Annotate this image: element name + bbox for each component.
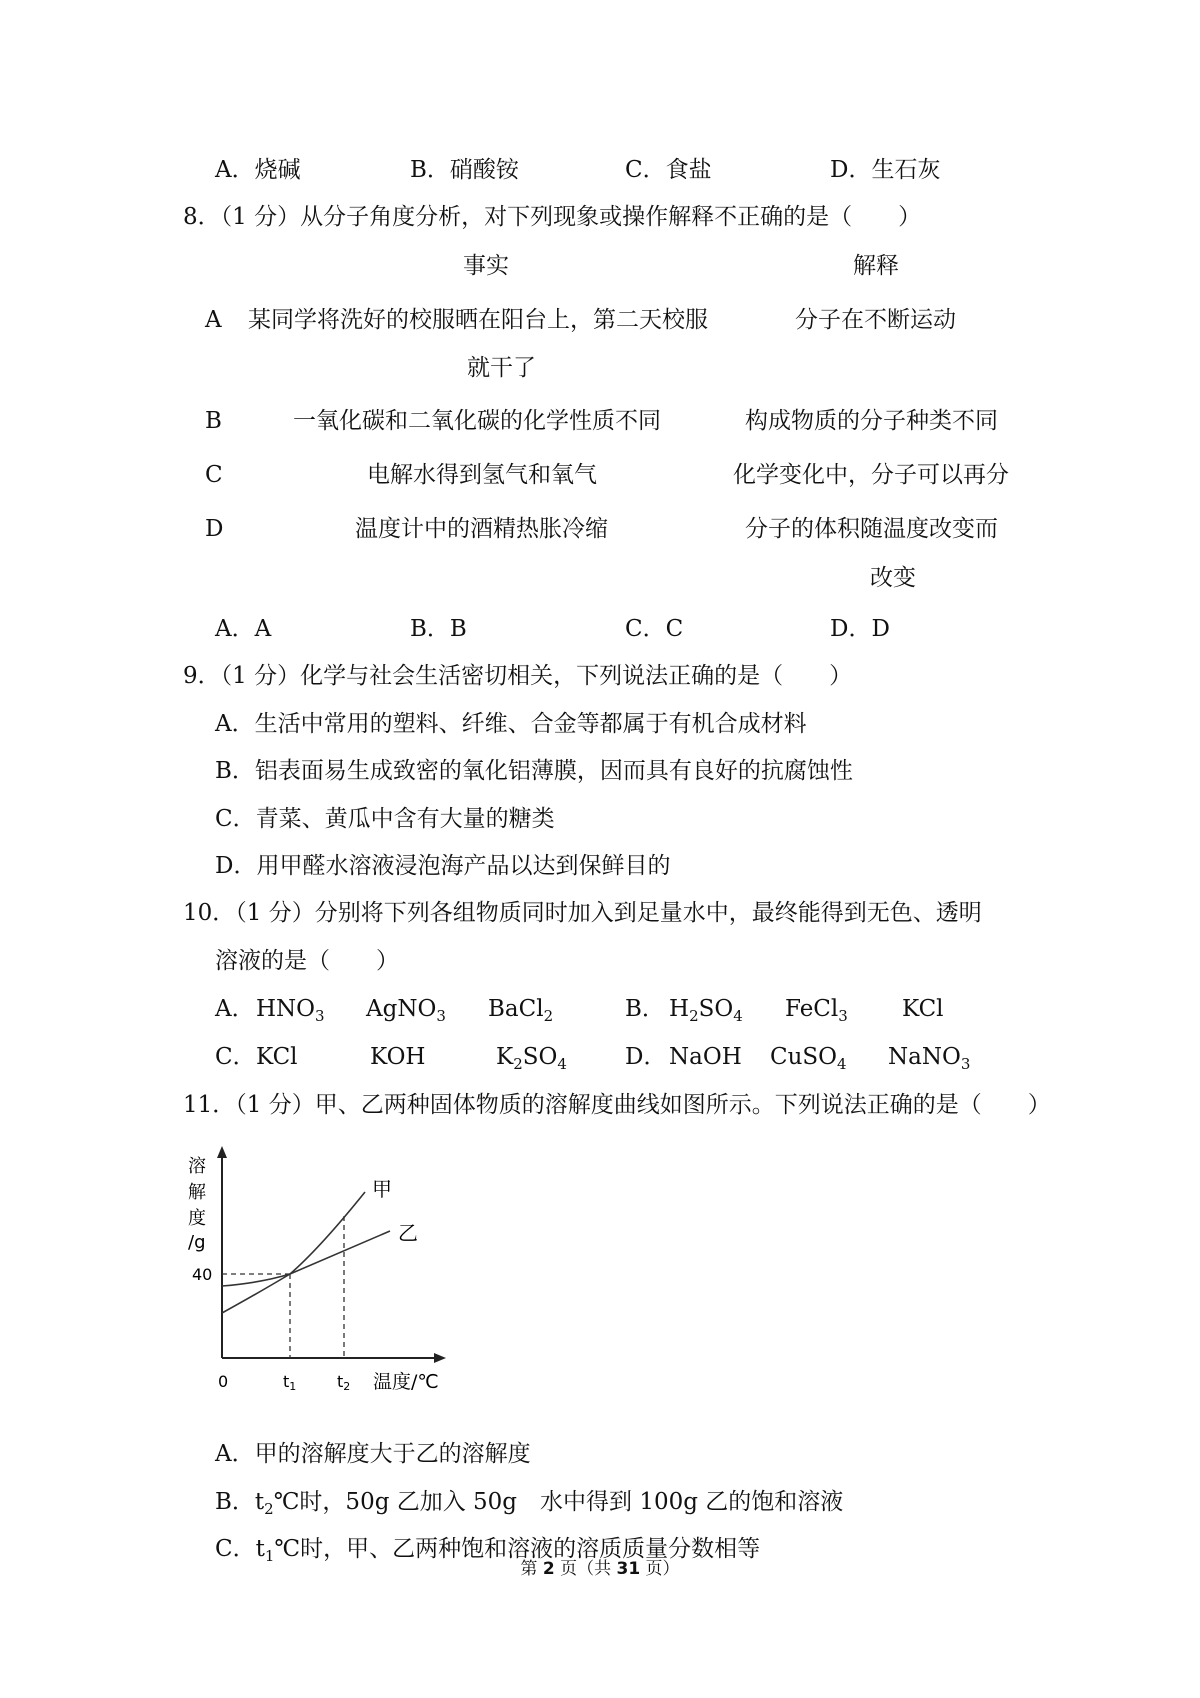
solubility-chart bbox=[180, 1140, 460, 1400]
page-footer: 第 2 页（共 31 页） bbox=[520, 1559, 680, 1579]
option-c: C．食盐 bbox=[625, 157, 712, 183]
row-key: B bbox=[205, 408, 222, 434]
q8-option-a: A．A bbox=[215, 616, 272, 642]
origin-label: 0 bbox=[218, 1372, 229, 1391]
q10-option-c-label: C． bbox=[215, 1044, 256, 1070]
x-axis-label: 温度/℃ bbox=[373, 1371, 439, 1393]
q10-option-d-label: D． bbox=[625, 1044, 667, 1070]
table-header-fact: 事实 bbox=[463, 253, 509, 279]
formula: NaOH bbox=[669, 1044, 742, 1070]
row-fact: 温度计中的酒精热胀冷缩 bbox=[355, 516, 608, 542]
question-10-stem: 10．（1 分）分别将下列各组物质同时加入到足量水中，最终能得到无色、透明 bbox=[183, 900, 982, 926]
row-fact: 某同学将洗好的校服晒在阳台上，第二天校服 bbox=[248, 307, 708, 333]
formula: $HNO_3$ bbox=[256, 996, 325, 1025]
formula: BaCl$_2$ bbox=[488, 996, 554, 1025]
formula: $H_2SO_4$ bbox=[669, 996, 743, 1025]
formula: CuSO$_4$ bbox=[770, 1044, 847, 1073]
formula: NaNO$_3$ bbox=[888, 1044, 971, 1073]
q9-option-d: D．用甲醛水溶液浸泡海产品以达到保鲜目的 bbox=[215, 853, 671, 879]
row-key: A bbox=[205, 307, 222, 333]
formula: KCl bbox=[256, 1044, 298, 1070]
row-explain: 分子在不断运动 bbox=[795, 307, 956, 333]
formula: FeCl$_3$ bbox=[785, 996, 848, 1025]
y-axis-label-char: 溶 bbox=[188, 1156, 206, 1177]
y-axis-label-char: 度 bbox=[188, 1208, 206, 1229]
q10-option-a-label: A． bbox=[215, 996, 255, 1022]
row-fact: 一氧化碳和二氧化碳的化学性质不同 bbox=[293, 408, 661, 434]
row-explain: 分子的体积随温度改变而 bbox=[745, 516, 998, 542]
row-key: D bbox=[205, 516, 224, 542]
row-fact: 电解水得到氢气和氧气 bbox=[367, 462, 597, 488]
q8-option-d: D．D bbox=[830, 616, 890, 642]
table-header-explain: 解释 bbox=[853, 253, 899, 279]
q9-option-b: B．铝表面易生成致密的氧化铝薄膜，因而具有良好的抗腐蚀性 bbox=[215, 758, 853, 784]
question-9-stem: 9．（1 分）化学与社会生活密切相关，下列说法正确的是（ ） bbox=[183, 663, 853, 689]
option-a: A．烧碱 bbox=[215, 157, 301, 183]
q11-option-b: B．$t_2℃$时，50g 乙加入 50g 水中得到 100g 乙的饱和溶液 bbox=[215, 1489, 844, 1518]
series-jia-label: 甲 bbox=[372, 1177, 392, 1201]
y-tick-40: 40 bbox=[192, 1265, 213, 1284]
question-10-stem-cont: 溶液的是（ ） bbox=[215, 948, 399, 974]
y-axis-unit: /g bbox=[188, 1232, 206, 1253]
row-explain-cont: 改变 bbox=[870, 565, 916, 591]
formula: KOH bbox=[370, 1044, 426, 1070]
q9-option-a: A．生活中常用的塑料、纤维、合金等都属于有机合成材料 bbox=[215, 711, 807, 737]
option-d: D．生石灰 bbox=[830, 157, 941, 183]
x-tick-t1: t1 bbox=[283, 1372, 297, 1393]
series-yi-label: 乙 bbox=[398, 1221, 418, 1245]
row-explain: 化学变化中，分子可以再分 bbox=[733, 462, 1009, 488]
row-fact-cont: 就干了 bbox=[467, 355, 536, 381]
q11-option-c: C．$t_1℃$时，甲、乙两种饱和溶液的溶质质量分数相等 bbox=[215, 1536, 761, 1565]
formula: $K_2SO_4$ bbox=[496, 1044, 567, 1073]
y-axis-label-char: 解 bbox=[188, 1182, 206, 1203]
q9-option-c: C．青菜、黄瓜中含有大量的糖类 bbox=[215, 806, 555, 832]
option-b: B．硝酸铵 bbox=[410, 157, 519, 183]
x-axis-arrow bbox=[434, 1353, 446, 1363]
row-explain: 构成物质的分子种类不同 bbox=[745, 408, 998, 434]
q11-option-a: A．甲的溶解度大于乙的溶解度 bbox=[215, 1441, 531, 1467]
y-axis-arrow bbox=[217, 1146, 227, 1158]
formula: KCl bbox=[902, 996, 944, 1022]
row-key: C bbox=[205, 462, 223, 488]
formula: AgNO$_3$ bbox=[366, 996, 446, 1025]
q10-option-b-label: B． bbox=[625, 996, 665, 1022]
q8-option-c: C．C bbox=[625, 616, 684, 642]
q8-option-b: B．B bbox=[410, 616, 467, 642]
question-8-stem: 8．（1 分）从分子角度分析，对下列现象或操作解释不正确的是（ ） bbox=[183, 204, 922, 230]
question-11-stem: 11．（1 分）甲、乙两种固体物质的溶解度曲线如图所示。下列说法正确的是（ ） bbox=[183, 1092, 1051, 1118]
x-tick-t2: t2 bbox=[337, 1372, 351, 1393]
